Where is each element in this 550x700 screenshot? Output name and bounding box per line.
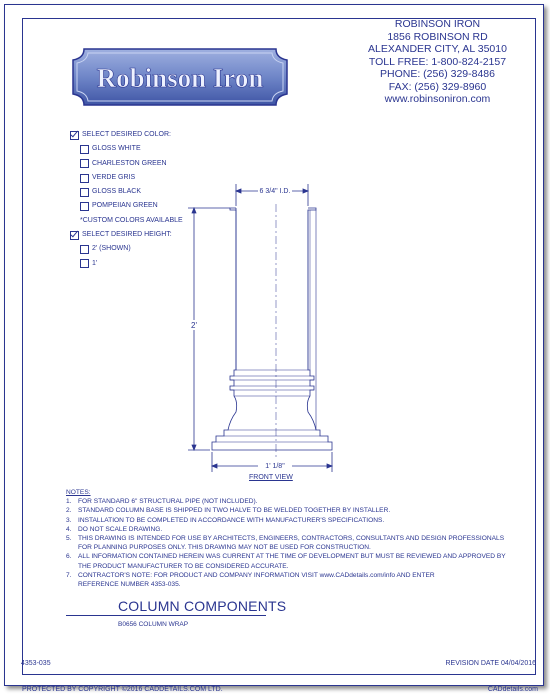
note-line: 1. FOR STANDARD 6" STRUCTURAL PIPE (NOT INCLUDED). (66, 498, 258, 506)
title-underline (66, 615, 266, 616)
height-option-2ft[interactable]: 2' (SHOWN) (80, 242, 183, 256)
copyright-notice: PROTECTED BY COPYRIGHT ©2016 CADDETAILS.COM LTD. (22, 686, 223, 693)
options-list (70, 128, 183, 271)
logo-text: Robinson Iron (96, 63, 264, 93)
checkbox[interactable] (80, 174, 89, 183)
height-header-checkbox[interactable] (70, 231, 79, 240)
checkbox[interactable] (80, 259, 89, 268)
height-option-1ft[interactable]: 1' (80, 257, 183, 271)
revision-date: REVISION DATE 04/04/2016 (445, 660, 536, 667)
company-name: ROBINSON IRON (394, 18, 481, 30)
note-line: 5. THIS DRAWING IS INTENDED FOR USE BY ARCHITECTS, ENGINEERS, CONTRACTORS, CONSULTANTS AND DESIGN PROFESSIONALS (66, 535, 505, 543)
height-header[interactable]: SELECT DESIRED HEIGHT: (70, 228, 183, 242)
note-line: 6. ALL INFORMATION CONTAINED HEREIN WAS CURRENT AT THE TIME OF DEVELOPMENT BUT MUST BE REVIEWED AND APPROVED BY (66, 553, 506, 561)
company-city: ALEXANDER CITY, AL 35010 (368, 43, 507, 55)
color-option-gloss-black[interactable]: GLOSS BLACK (80, 185, 183, 199)
checkbox[interactable] (80, 202, 89, 211)
note-line: 4. DO NOT SCALE DRAWING. (66, 525, 163, 533)
notes-section (66, 488, 506, 589)
notes-header: NOTES: (66, 489, 91, 496)
company-phone: PHONE: (256) 329-8486 (380, 68, 495, 80)
column-left-profile (212, 208, 276, 450)
checkbox[interactable] (80, 159, 89, 168)
company-info (330, 18, 545, 106)
color-option-pompeiian-green[interactable]: POMPEIIAN GREEN (80, 199, 183, 213)
robinson-iron-logo (70, 46, 290, 108)
reference-number: 4353-035 (21, 660, 51, 667)
drawing-subtitle: B0656 COLUMN WRAP (118, 621, 189, 628)
checkbox[interactable] (80, 245, 89, 254)
color-header[interactable]: SELECT DESIRED COLOR: (70, 128, 183, 142)
note-line: THE PRODUCT MANUFACTURER TO BE CONSIDERED ACCURATE. (78, 562, 289, 570)
note-line: 7. CONTRACTOR'S NOTE: FOR PRODUCT AND COMPANY INFORMATION VISIT www.CADdetails.com/info AND ENTER (66, 571, 435, 579)
note-line: REFERENCE NUMBER 4353-035. (78, 581, 181, 589)
front-view-label: FRONT VIEW (249, 474, 293, 481)
column-right-profile (276, 208, 332, 450)
checkbox[interactable] (80, 145, 89, 154)
caddetails-brand[interactable]: CADdetails.com (487, 686, 538, 693)
company-tollfree: TOLL FREE: 1-800-824-2157 (368, 55, 507, 68)
color-header-checkbox[interactable] (70, 131, 79, 140)
bottom-dim-label: 1' 1/8" (265, 463, 285, 470)
title-block (66, 598, 287, 628)
note-line: 3. INSTALLATION TO BE COMPLETED IN ACCORDANCE WITH MANUFACTURER'S SPECIFICATIONS. (66, 516, 385, 524)
note-line: 2. STANDARD COLUMN BASE IS SHIPPED IN TWO HALVE TO BE WELDED TOGETHER BY INSTALLER. (66, 507, 391, 515)
company-fax: FAX: (256) 329-8960 (388, 80, 487, 93)
color-option-charleston-green[interactable]: CHARLESTON GREEN (80, 157, 183, 171)
company-address: 1856 ROBINSON RD (387, 30, 488, 43)
column-front-view (180, 180, 360, 490)
top-dim-label: 6 3/4" I.D. (259, 188, 291, 195)
note-line: FOR PLANNING PURPOSES ONLY. THIS DRAWING MAY NOT BE USED FOR CONSTRUCTION. (78, 544, 371, 552)
checkbox[interactable] (80, 188, 89, 197)
color-option-verde-gris[interactable]: VERDE GRIS (80, 171, 183, 185)
custom-colors-note: *CUSTOM COLORS AVAILABLE (80, 216, 183, 224)
color-option-gloss-white[interactable]: GLOSS WHITE (80, 142, 183, 156)
company-website[interactable]: www.robinsoniron.com (384, 93, 491, 105)
height-dim-label: 2' (191, 321, 197, 330)
drawing-title: COLUMN COMPONENTS (118, 598, 287, 614)
